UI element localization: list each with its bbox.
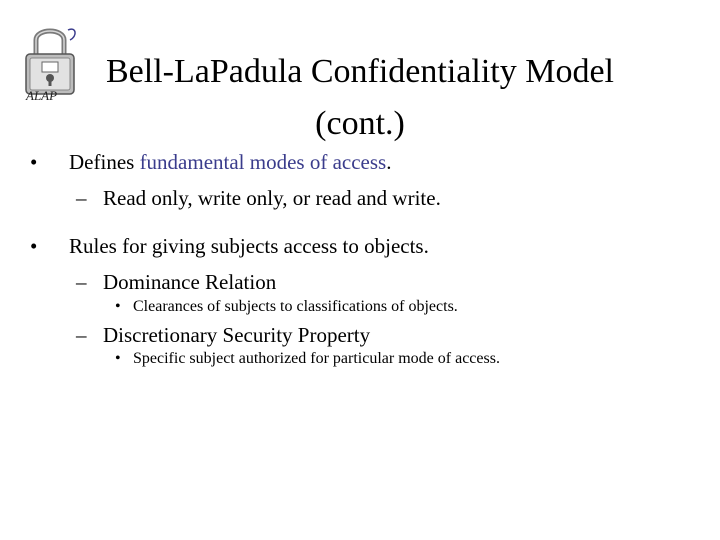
title-line-1: Bell-LaPadula Confidentiality Model [105, 53, 614, 90]
sub-sub-bullet-clearances [115, 298, 458, 316]
sub-bullet-read-write [76, 186, 441, 211]
bullet-marker: • [30, 234, 38, 258]
sub-sub-bullet-specific [115, 350, 500, 368]
bullet-text-suffix: . [386, 150, 392, 174]
sub-sub-bullet-text: Clearances of subjects to classifications of objects. [133, 298, 458, 315]
sub-bullet-marker: – [76, 323, 87, 347]
sub-sub-bullet-marker: • [115, 350, 121, 367]
bullet-text: Rules for giving subjects access to objects. [69, 234, 429, 258]
sub-sub-bullet-marker: • [115, 298, 121, 315]
bullet-text-highlight: fundamental modes of access [139, 150, 387, 174]
title-line-2: (cont.) [315, 105, 405, 142]
sub-bullet-marker: – [76, 270, 87, 294]
bullet-item-modes [30, 150, 391, 175]
sub-bullet-dominance [76, 270, 276, 295]
sub-bullet-discretionary [76, 323, 370, 348]
sub-bullet-marker: – [76, 186, 87, 210]
sub-bullet-text: Discretionary Security Property [103, 323, 371, 347]
sub-sub-bullet-text: Specific subject authorized for particular mode of access. [133, 350, 500, 367]
bullet-text-prefix: Defines [69, 150, 140, 174]
logo-text: ALAP [26, 88, 58, 100]
bullet-item-rules [30, 234, 429, 259]
sub-bullet-text: Read only, write only, or read and write. [103, 186, 441, 210]
bullet-marker: • [30, 150, 38, 174]
sub-bullet-text: Dominance Relation [103, 270, 277, 294]
